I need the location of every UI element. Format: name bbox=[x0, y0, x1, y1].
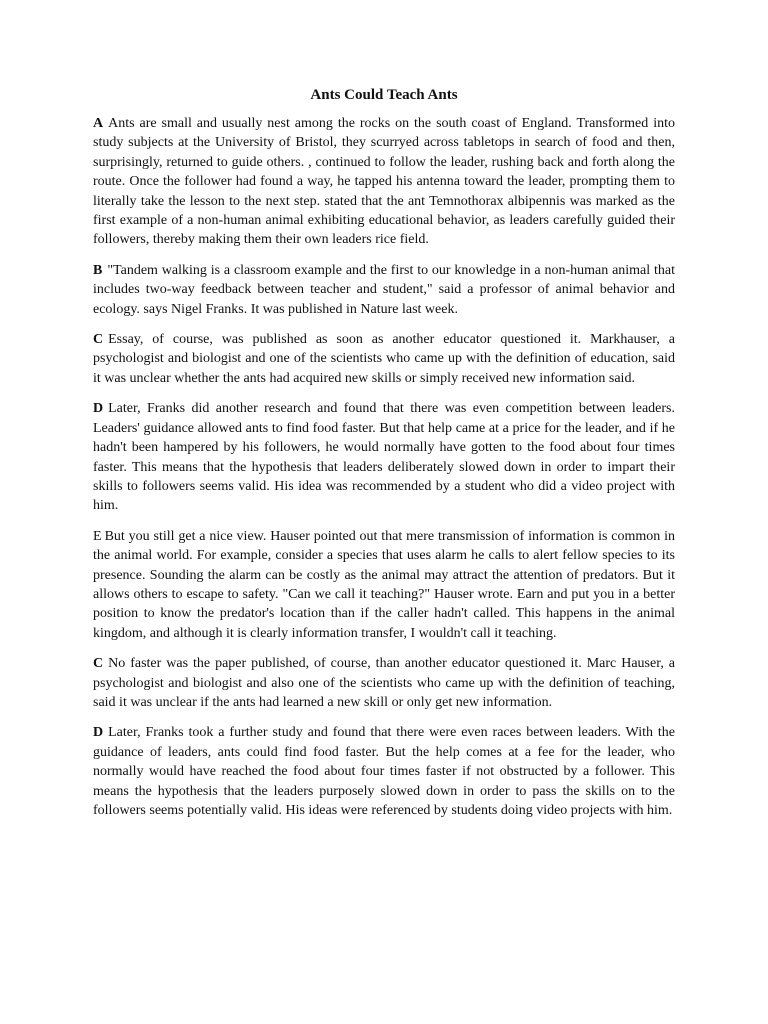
paragraph-text: Essay, of course, was published as soon as another educator questioned it. Markhauser, a psychologist and biologist and one of the scientists who came up with the definition of education, said it was unclear whether the ants had acquired new skills or simply received new information said. bbox=[93, 332, 675, 386]
document-page bbox=[93, 86, 675, 831]
paragraph-e bbox=[93, 527, 675, 643]
paragraph-d-second bbox=[93, 723, 675, 820]
paragraph-text: But you still get a nice view. Hauser pointed out that mere transmission of information is common in the animal world. For example, consider a species that uses alarm he calls to alert fellow species to its presence. Sounding the alarm can be costly as the animal may attract the attention of predators. But it allows others to escape to safety. "Can we call it teaching?" Hauser wrote. Earn and put you in a better position to know the predator's location than if the caller hadn't called. This happens in the animal kingdom, and although it is clearly information transfer, I wouldn't call it teaching. bbox=[93, 528, 675, 641]
paragraph-c-second bbox=[93, 654, 675, 712]
paragraph-text: "Tandem walking is a classroom example and the first to our knowledge in a non-human animal that includes two-way feedback between teacher and student," said a professor of animal behavior and ecology. says Nigel Franks. It was published in Nature last week. bbox=[93, 262, 675, 317]
paragraph-letter: E bbox=[93, 528, 102, 544]
paragraph-a bbox=[93, 114, 675, 250]
paragraph-c bbox=[93, 330, 675, 388]
paragraph-letter: C bbox=[93, 332, 104, 348]
paragraph-letter: D bbox=[93, 401, 104, 417]
paragraph-letter: C bbox=[93, 656, 104, 672]
paragraph-text: Later, Franks did another research and found that there was even competition between leaders. Leaders' guidance allowed ants to find food faster. But that help came at a price for the leader, and if he hadn't been hampered by his followers, he would normally have gotten to the food about four times faster. This means that the hypothesis that leaders deliberately slowed down in order to impart their skills to followers seems valid. His idea was recommended by a student who did a video project with him. bbox=[93, 401, 675, 514]
paragraph-b bbox=[93, 261, 675, 319]
paragraph-letter: B bbox=[93, 262, 103, 278]
document-title: Ants Could Teach Ants bbox=[310, 87, 458, 103]
paragraph-d bbox=[93, 399, 675, 515]
paragraph-letter: D bbox=[93, 725, 104, 741]
paragraph-text: Later, Franks took a further study and found that there were even races between leaders. With the guidance of leaders, ants could find food faster. But the help comes at a fee for the leader, who normally would have reached the food about four times faster if not obstructed by a follower. This means the hypothesis that the leaders purposely slowed down in order to pass the skills on to the followers seems potentially valid. His ideas were referenced by students doing video projects with him. bbox=[93, 725, 675, 818]
paragraph-letter: A bbox=[93, 116, 104, 131]
paragraph-text: No faster was the paper published, of course, than another educator questioned it. Marc Hauser, a psychologist and biologist and also one of the scientists who came up with the definition of teaching, said it was unclear if the ants had learned a new skill or only get new information. bbox=[93, 656, 675, 710]
paragraph-text: Ants are small and usually nest among the rocks on the south coast of England. Transformed into study subjects at the University of Bristol, they scurryed across tabletops in search of food and then, surprisingly, returned to guide others. , continued to follow the leader, rushing back and forth along the route. Once the follower had found a way, he tapped his antenna toward the leader, prompting them to literally take the lesson to the next step. stated that the ant Temnothorax albipennis was marked as the first example of a non-human animal exhibiting educational behavior, as leaders carefully guided their followers, thereby making them their own leaders rice field. bbox=[93, 116, 675, 248]
